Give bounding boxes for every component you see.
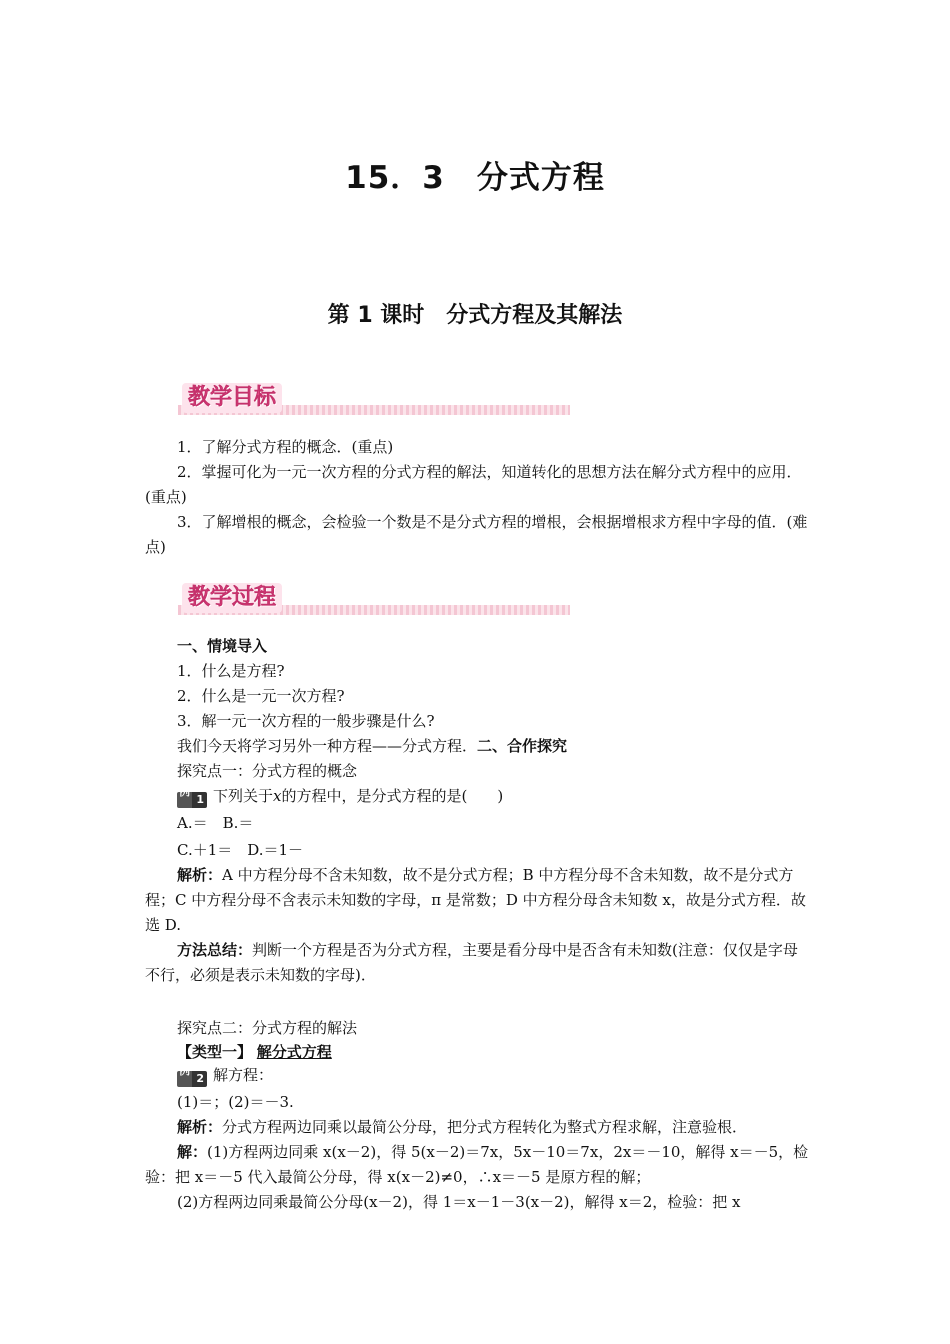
process-body bbox=[145, 634, 810, 1215]
intro-line bbox=[145, 734, 810, 759]
goals-list bbox=[145, 435, 810, 560]
goal-item: 1．了解分式方程的概念．(重点) bbox=[177, 438, 394, 456]
options-cd: C.＋1＝ D.＝1－ bbox=[177, 841, 304, 859]
analysis-2: 解析：分式方程两边同乘以最简公分母，把分式方程转化为整式方程求解，注意验根． bbox=[177, 1118, 748, 1136]
banner-label: 教学目标 bbox=[182, 383, 282, 413]
solution-1: 解：(1)方程两边同乘 x(x－2)，得 5(x－2)＝7x，5x－10＝7x，2x＝－10，解得 x＝－5，检验：把 x＝－5 代入最简公分母，得 x(x－2)≠0，∴x＝－5 是原方程的解； bbox=[145, 1143, 809, 1186]
banner-teaching-process bbox=[178, 583, 570, 617]
explore-point-1: 探究点一：分式方程的概念 bbox=[177, 762, 358, 780]
solution-2: (2)方程两边同乘最简公分母(x－2)，得 1＝x－1－3(x－2)，解得 x＝2，检验：把 x bbox=[177, 1193, 741, 1211]
banner-teaching-goals bbox=[178, 383, 570, 417]
page-title: 15．3 分式方程 bbox=[345, 160, 605, 196]
question-3: 3．解一元一次方程的一般步骤是什么? bbox=[177, 712, 435, 730]
goal-item: 2．掌握可化为一元一次方程的分式方程的解法，知道转化的思想方法在解分式方程中的应用．(重点) bbox=[145, 463, 802, 506]
heading-intro: 一、情境导入 bbox=[177, 637, 268, 655]
explore-point-2: 探究点二：分式方程的解法 bbox=[177, 1019, 358, 1037]
example-badge: 2 例 bbox=[177, 1063, 213, 1087]
method-summary: 方法总结：判断一个方程是否为分式方程，主要是看分母中是否含有未知数(注意：仅仅是字母不行，必须是表示未知数的字母)． bbox=[145, 941, 798, 984]
intro-text: 我们今天将学习另外一种方程——分式方程． bbox=[177, 737, 478, 755]
example-badge: 1 例 bbox=[177, 784, 213, 809]
question-2: 2．什么是一元一次方程? bbox=[177, 687, 345, 705]
example-1: 1 例 下列关于x的方程中，是分式方程的是( ) bbox=[145, 784, 810, 809]
banner-label: 教学过程 bbox=[182, 583, 282, 613]
example-2: 2 例 解方程： bbox=[179, 1064, 274, 1085]
goal-item: 3．了解增根的概念，会检验一个数是不是分式方程的增根，会根据增根求方程中字母的值．(难点) bbox=[145, 513, 808, 556]
heading-explore: 二、合作探究 bbox=[477, 737, 568, 755]
options-ab: A.＝ B.＝ bbox=[177, 814, 254, 832]
question-1: 1．什么是方程? bbox=[177, 662, 285, 680]
type-1-heading: 【类型一】 解分式方程 bbox=[177, 1043, 332, 1061]
example-2-equations: (1)＝；(2)＝－3. bbox=[177, 1093, 294, 1111]
analysis-1: 解析：A 中方程分母不含未知数，故不是分式方程；B 中方程分母不含未知数，故不是分式方程；C 中方程分母不含表示未知数的字母，π 是常数；D 中方程分母含未知数 x，故是分式方程．故选 D. bbox=[145, 866, 806, 934]
lesson-subtitle: 第 1 课时 分式方程及其解法 bbox=[327, 303, 623, 328]
